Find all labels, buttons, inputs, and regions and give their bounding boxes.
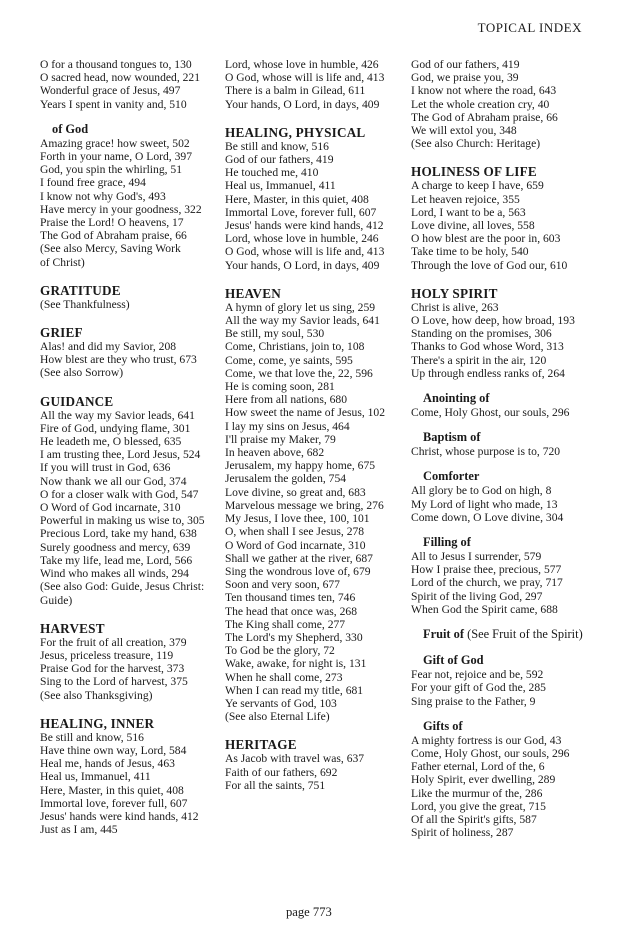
section-healing-inner — [40, 731, 226, 837]
index-entry: Lord, whose love in humble, 426 — [225, 58, 379, 71]
index-entry: Praise the Lord! O heavens, 17 — [40, 216, 184, 230]
index-entry: My Lord of light who made, 13 — [411, 497, 558, 511]
page-number: page 773 — [286, 905, 332, 919]
index-entry: I know not where the road, 643 — [411, 84, 557, 98]
index-entry: Soon and very soon, 677 — [225, 578, 340, 592]
see-note: (See Fruit of the Spirit) — [467, 627, 583, 642]
index-entry: Amazing grace! how sweet, 502 — [40, 136, 190, 150]
index-entry: O sacred head, now wounded, 221 — [40, 71, 201, 85]
index-entry: Come, we that love the, 22, 596 — [225, 366, 373, 380]
index-entry: Surely goodness and mercy, 639 — [40, 540, 191, 554]
index-entry: Fire of God, undying flame, 301 — [40, 421, 191, 435]
index-entry: Be still and know, 516 — [40, 730, 144, 744]
section-filling-of — [411, 550, 597, 616]
index-entry: O God, whose will is life and, 413 — [225, 245, 385, 259]
see-also-note: (See also Mercy, Saving Work — [40, 242, 181, 256]
index-entry: I know not why God's, 493 — [40, 189, 166, 203]
index-entry: Alas! and did my Savior, 208 — [40, 340, 177, 354]
index-entry: If you will trust in God, 636 — [40, 461, 171, 475]
index-entry: When I can read my title, 681 — [225, 683, 364, 697]
index-entry: In heaven above, 682 — [225, 446, 325, 460]
index-entry: Take my life, lead me, Lord, 566 — [40, 553, 193, 567]
index-entry: O, when shall I see Jesus, 278 — [225, 525, 365, 539]
index-entry: Here, Master, in this quiet, 408 — [40, 783, 184, 797]
index-entry: Jesus' hands were kind hands, 412 — [225, 219, 384, 233]
index-entry: Come down, O Love divine, 304 — [411, 510, 564, 524]
index-entry: O Love, how deep, how broad, 193 — [411, 314, 575, 328]
index-entry: Ten thousand times ten, 746 — [225, 591, 356, 605]
index-entry: Like the murmur of the, 286 — [411, 786, 543, 800]
heading-harvest: HARVEST — [40, 620, 105, 636]
section-comforter — [411, 484, 597, 524]
index-column-2 — [225, 58, 411, 792]
index-entry: Up through endless ranks of, 264 — [411, 366, 565, 380]
index-entry: Fear not, rejoice and be, 592 — [411, 668, 544, 682]
index-entry: How sweet the name of Jesus, 102 — [225, 406, 386, 420]
heading-holy-spirit: HOLY SPIRIT — [411, 285, 498, 301]
index-entry: When God the Spirit came, 688 — [411, 602, 558, 616]
index-entry: Faith of our fathers, 692 — [225, 765, 338, 779]
section-guidance — [40, 409, 226, 607]
index-entry: God, we praise you, 39 — [411, 71, 519, 85]
running-head: TOPICAL INDEX — [477, 20, 582, 35]
index-entry: Marvelous message we bring, 276 — [225, 498, 384, 512]
index-entry: Forth in your name, O Lord, 397 — [40, 150, 192, 164]
heading-guidance: GUIDANCE — [40, 393, 114, 409]
subheading-baptism-of: Baptism of — [423, 430, 481, 445]
index-entry: I'll praise my Maker, 79 — [225, 432, 336, 446]
index-entry: Immortal Love, forever full, 607 — [225, 205, 377, 219]
index-entry: Come, Holy Ghost, our souls, 296 — [411, 406, 570, 420]
index-entry: The God of Abraham praise, 66 — [40, 229, 187, 243]
index-entry: Let the whole creation cry, 40 — [411, 97, 550, 111]
index-entry: O for a closer walk with God, 547 — [40, 487, 199, 501]
index-entry: He leadeth me, O blessed, 635 — [40, 435, 182, 449]
index-entry: For all the saints, 751 — [225, 778, 326, 792]
index-entry: Lord, you give the great, 715 — [411, 799, 546, 813]
section-holy-spirit — [411, 301, 597, 380]
index-entry: I found free grace, 494 — [40, 176, 146, 190]
subheading-fruit-of-label: Fruit of — [423, 627, 464, 642]
index-entry: To God be the glory, 72 — [225, 644, 335, 658]
index-entry: Be still, my soul, 530 — [225, 327, 325, 341]
index-entry: Take time to be holy, 540 — [411, 245, 529, 259]
index-entry: O for a thousand tongues to, 130 — [40, 58, 192, 71]
index-entry: Standing on the promises, 306 — [411, 327, 552, 341]
index-entry: Wind who makes all winds, 294 — [40, 567, 189, 581]
index-entry: We will extol you, 348 — [411, 124, 517, 138]
see-also-note: Guide) — [40, 593, 73, 607]
index-entry: The head that once was, 268 — [225, 604, 357, 618]
index-entry: Of all the Spirit's gifts, 587 — [411, 812, 537, 826]
index-entry: He touched me, 410 — [225, 166, 319, 180]
index-entry: Come, Christians, join to, 108 — [225, 340, 365, 354]
index-entry: All to Jesus I surrender, 579 — [411, 550, 542, 564]
see-also-note: (See also Thanksgiving) — [40, 688, 153, 702]
index-entry: All the way my Savior leads, 641 — [40, 408, 195, 422]
see-also-note: of Christ) — [40, 255, 85, 269]
index-entry: Spirit of the living God, 297 — [411, 589, 543, 603]
index-entry: Your hands, O Lord, in days, 409 — [225, 97, 380, 111]
section-gift-of-god — [411, 668, 597, 708]
index-entry: Christ is alive, 263 — [411, 300, 499, 314]
index-entry: Jesus' hands were kind hands, 412 — [40, 809, 199, 823]
section-holiness-of-life — [411, 179, 597, 271]
index-entry: For the fruit of all creation, 379 — [40, 635, 187, 649]
index-entry: Spirit of holiness, 287 — [411, 826, 514, 840]
index-entry: Sing to the Lord of harvest, 375 — [40, 675, 188, 689]
index-entry: O God, whose will is life and, 413 — [225, 71, 385, 85]
index-entry: Now thank we all our God, 374 — [40, 474, 187, 488]
index-entry: Jesus, priceless treasure, 119 — [40, 648, 174, 662]
section-healing-physical — [225, 140, 411, 272]
subheading-of-god: of God — [52, 121, 89, 136]
index-column-3 — [411, 58, 597, 839]
index-entry: The God of Abraham praise, 66 — [411, 110, 558, 124]
index-entry: Years I spent in vanity and, 510 — [40, 97, 187, 111]
index-entry: Let heaven rejoice, 355 — [411, 192, 520, 206]
index-entry: A hymn of glory let us sing, 259 — [225, 300, 376, 314]
index-entry: Thanks to God whose Word, 313 — [411, 340, 564, 354]
section-heaven — [225, 301, 411, 724]
see-also-note: (See also Eternal Life) — [225, 710, 330, 724]
index-entry: Shall we gather at the river, 687 — [225, 551, 373, 565]
heading-healing-physical: HEALING, PHYSICAL — [225, 124, 366, 140]
index-entry: The King shall come, 277 — [225, 617, 346, 631]
heading-gratitude: GRATITUDE — [40, 282, 121, 298]
index-entry: Heal us, Immanuel, 411 — [40, 770, 151, 784]
index-entry: Immortal love, forever full, 607 — [40, 796, 188, 810]
index-entry: Have thine own way, Lord, 584 — [40, 743, 187, 757]
index-entry: A mighty fortress is our God, 43 — [411, 733, 562, 747]
heading-heritage: HERITAGE — [225, 737, 297, 753]
index-column-1 — [40, 58, 226, 836]
continued-entries — [225, 58, 411, 111]
index-entry: Ye servants of God, 103 — [225, 696, 337, 710]
index-entry: I lay my sins on Jesus, 464 — [225, 419, 350, 433]
heading-heaven: HEAVEN — [225, 285, 281, 301]
see-also-note: (See also Church: Heritage) — [411, 137, 541, 151]
continued-entries — [40, 58, 226, 111]
section-grief — [40, 340, 226, 380]
section-harvest — [40, 636, 226, 702]
heading-healing-inner: HEALING, INNER — [40, 715, 155, 731]
subheading-fruit-of — [423, 627, 597, 642]
section-of-god — [40, 137, 226, 269]
index-entry: When he shall come, 273 — [225, 670, 343, 684]
index-entry: Lord of the church, we pray, 717 — [411, 576, 563, 590]
index-entry: Love divine, all loves, 558 — [411, 219, 535, 233]
index-entry: How blest are they who trust, 673 — [40, 353, 197, 367]
index-entry: Come, come, ye saints, 595 — [225, 353, 353, 367]
section-heritage — [225, 752, 411, 792]
index-entry: Lord, I want to be a, 563 — [411, 205, 526, 219]
index-entry: There's a spirit in the air, 120 — [411, 353, 547, 367]
index-entry: Heal me, hands of Jesus, 463 — [40, 757, 175, 771]
subheading-gift-of-god: Gift of God — [423, 653, 484, 668]
index-entry: Holy Spirit, ever dwelling, 289 — [411, 773, 556, 787]
index-entry: O Word of God incarnate, 310 — [40, 501, 181, 515]
subheading-gifts-of: Gifts of — [423, 718, 463, 733]
index-entry: As Jacob with travel was, 637 — [225, 752, 365, 766]
index-entry: Just as I am, 445 — [40, 823, 118, 837]
index-entry: How I praise thee, precious, 577 — [411, 563, 562, 577]
index-entry: Father eternal, Lord of the, 6 — [411, 760, 545, 774]
index-entry: Your hands, O Lord, in days, 409 — [225, 258, 380, 272]
index-entry: Here from all nations, 680 — [225, 393, 348, 407]
index-entry: The Lord's my Shepherd, 330 — [225, 630, 363, 644]
index-entry: Wonderful grace of Jesus, 497 — [40, 84, 181, 98]
index-entry: Powerful in making us wise to, 305 — [40, 514, 205, 528]
heading-grief: GRIEF — [40, 325, 83, 341]
see-note: (See Thankfulness) — [40, 297, 130, 311]
index-entry: A charge to keep I have, 659 — [411, 179, 544, 193]
index-entry: Have mercy in your goodness, 322 — [40, 202, 202, 216]
see-also-note: (See also Sorrow) — [40, 366, 124, 380]
section-gifts-of — [411, 734, 597, 840]
index-entry: Love divine, so great and, 683 — [225, 485, 366, 499]
index-entry: Wake, awake, for night is, 131 — [225, 657, 367, 671]
index-entry: Sing praise to the Father, 9 — [411, 694, 536, 708]
index-entry: God, you spin the whirling, 51 — [40, 163, 183, 177]
index-entry: O how blest are the poor in, 603 — [411, 232, 561, 246]
index-entry: Jerusalem the golden, 754 — [225, 472, 347, 486]
index-entry: Christ, whose purpose is to, 720 — [411, 445, 561, 459]
index-entry: I am trusting thee, Lord Jesus, 524 — [40, 448, 201, 462]
index-entry: Heal us, Immanuel, 411 — [225, 179, 336, 193]
continued-entries — [411, 58, 597, 150]
index-entry: Come, Holy Ghost, our souls, 296 — [411, 746, 570, 760]
subheading-filling-of: Filling of — [423, 535, 471, 550]
index-entry: God of our fathers, 419 — [225, 153, 334, 167]
subheading-comforter: Comforter — [423, 469, 480, 484]
index-entry: Lord, whose love in humble, 246 — [225, 232, 379, 246]
index-entry: Praise God for the harvest, 373 — [40, 662, 185, 676]
index-entry: All the way my Savior leads, 641 — [225, 314, 380, 328]
index-entry: Here, Master, in this quiet, 408 — [225, 192, 369, 206]
index-entry: There is a balm in Gilead, 611 — [225, 84, 366, 98]
heading-holiness-of-life: HOLINESS OF LIFE — [411, 164, 537, 180]
index-entry: Jerusalem, my happy home, 675 — [225, 459, 376, 473]
index-entry: O Word of God incarnate, 310 — [225, 538, 366, 552]
subheading-anointing-of: Anointing of — [423, 391, 490, 406]
see-also-note: (See also God: Guide, Jesus Christ: — [40, 580, 205, 594]
index-entry: Sing the wondrous love of, 679 — [225, 564, 371, 578]
index-entry: Be still and know, 516 — [225, 139, 329, 153]
index-entry: Precious Lord, take my hand, 638 — [40, 527, 197, 541]
index-entry: For your gift of God the, 285 — [411, 681, 546, 695]
index-entry: God of our fathers, 419 — [411, 58, 520, 71]
index-entry: Through the love of God our, 610 — [411, 258, 568, 272]
index-entry: My Jesus, I love thee, 100, 101 — [225, 512, 370, 526]
index-entry: All glory be to God on high, 8 — [411, 484, 552, 498]
index-entry: He is coming soon, 281 — [225, 380, 335, 394]
